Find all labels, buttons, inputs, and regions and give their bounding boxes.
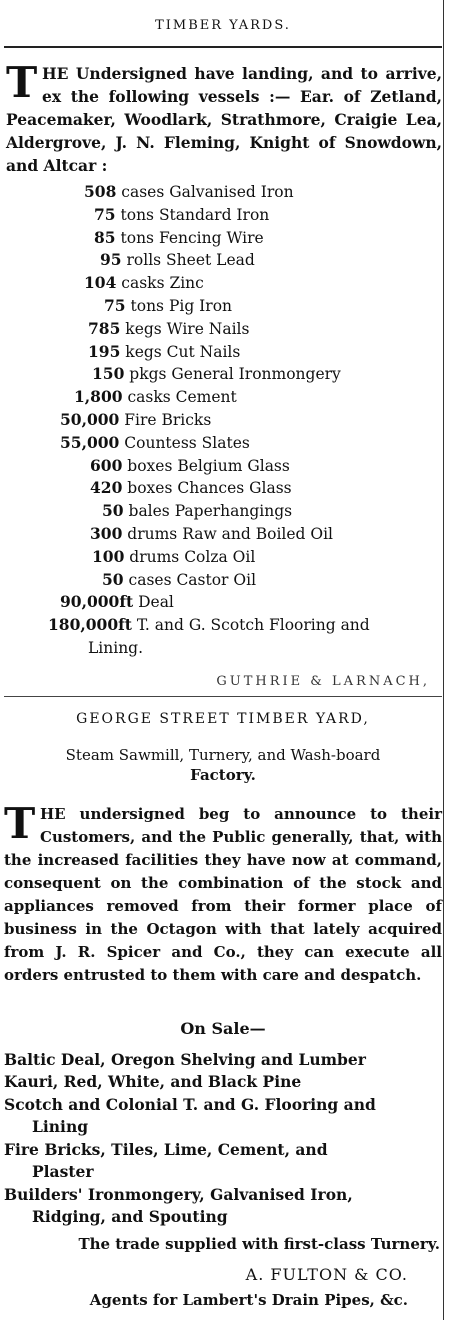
item-description: drums Raw and Boiled Oil [127, 524, 334, 543]
item-description: cases Galvanised Iron [121, 183, 294, 201]
newspaper-column [4, 0, 442, 1311]
goods-list [4, 181, 442, 660]
item-quantity: 50 [102, 569, 124, 589]
drop-cap: T [6, 58, 38, 107]
signature: A. FULTON & CO. [245, 1264, 408, 1284]
item-quantity: 1,800 [74, 387, 123, 407]
subheading-line: Factory. [190, 765, 256, 784]
item-description: tons Standard Iron [120, 205, 270, 224]
sale-item-continuation: Plaster [32, 1162, 94, 1182]
item-description: Lining. [88, 638, 144, 657]
sale-item-continuation: Lining [32, 1117, 89, 1137]
item-quantity: 90,000ft [60, 592, 134, 612]
list-item [4, 1094, 442, 1139]
ad-subheading [4, 745, 442, 785]
item-description: kegs Wire Nails [125, 319, 250, 338]
list-item [4, 227, 442, 250]
announcement-text: HE undersigned beg to announce to their Customers, and the Public generally, that, with the increased facilities they have now at command, consequent on the combination of the stock and appliances removed from their former place of business in the Octagon with that lately acquired from J. R. Spicer and Co., they can execute all orders entrusted to them with care and despatch. [4, 804, 442, 984]
drop-cap: T [4, 798, 36, 848]
list-item [4, 591, 442, 614]
list-item [4, 1071, 442, 1094]
item-description: kegs Cut Nails [125, 342, 241, 361]
item-description: rolls Sheet Lead [126, 251, 255, 270]
item-description: boxes Chances Glass [127, 479, 292, 498]
list-item [4, 341, 442, 364]
item-quantity: 420 [90, 478, 123, 498]
sale-item-text: Kauri, Red, White, and Black Pine [4, 1072, 302, 1092]
agents-note: Agents for Lambert's Drain Pipes, &c. [89, 1290, 408, 1309]
item-quantity: 50,000 [60, 409, 120, 429]
item-description: Deal [138, 593, 174, 612]
item-quantity: 95 [100, 250, 122, 270]
list-item [4, 614, 442, 637]
item-quantity: 150 [92, 364, 125, 384]
item-description: pkgs General Ironmongery [129, 365, 341, 384]
list-item [4, 637, 442, 660]
ad-divider [4, 696, 442, 697]
george-street-ad [4, 711, 442, 1311]
item-quantity: 75 [94, 204, 116, 224]
list-item [4, 363, 442, 386]
subheading-line: Steam Sawmill, Turnery, and Wash-board [65, 745, 381, 764]
item-description: boxes Belgium Glass [127, 456, 290, 475]
list-item [4, 409, 442, 432]
intro-paragraph [4, 58, 442, 177]
item-description: casks Zinc [121, 274, 204, 293]
intro-text: HE Undersigned have landing, and to arrive, ex the following vessels :— Ear. of Zetland, Peacemaker, Woodlark, Strathmore, Craigie Lea, Aldergrove, J. N. Fleming, Knight of Snowdown, and Altcar : [6, 64, 442, 175]
list-item [4, 318, 442, 341]
list-item [4, 272, 442, 295]
list-item [4, 1184, 442, 1229]
column-rule [443, 0, 444, 1320]
list-item [4, 1139, 442, 1184]
turnery-note: The trade supplied with first-class Turnery. [78, 1234, 440, 1253]
heading-rule [4, 46, 442, 48]
sale-item-continuation: Ridging, and Spouting [32, 1207, 228, 1227]
list-item [4, 546, 442, 569]
list-item [4, 455, 442, 478]
list-item [4, 500, 442, 523]
signature: GUTHRIE & LARNACH, [216, 673, 430, 689]
item-quantity: 300 [90, 523, 123, 543]
item-quantity: 600 [90, 455, 123, 475]
item-description: tons Pig Iron [130, 296, 233, 315]
item-quantity: 195 [88, 341, 121, 361]
item-quantity: 508 [84, 182, 117, 201]
on-sale-heading: On Sale— [180, 1018, 266, 1038]
announcement-paragraph [4, 798, 442, 1011]
item-quantity: 104 [84, 273, 117, 293]
sale-item-text: Fire Bricks, Tiles, Lime, Cement, and [4, 1139, 328, 1159]
item-quantity: 180,000ft [48, 615, 132, 635]
item-quantity: 100 [92, 546, 125, 566]
list-item [4, 181, 442, 204]
item-quantity: 85 [94, 227, 116, 247]
list-item [4, 477, 442, 500]
item-description: Fire Bricks [124, 410, 212, 429]
list-item [4, 432, 442, 455]
item-description: drums Colza Oil [129, 547, 256, 566]
sale-item-text: Builders' Ironmongery, Galvanised Iron, [4, 1184, 353, 1204]
item-description: T. and G. Scotch Flooring and [136, 616, 370, 635]
item-quantity: 50 [102, 501, 124, 521]
item-description: cases Castor Oil [128, 570, 257, 589]
ad-heading: GEORGE STREET TIMBER YARD, [76, 710, 370, 727]
sale-item-text: Baltic Deal, Oregon Shelving and Lumber [4, 1049, 366, 1069]
list-item [4, 569, 442, 592]
list-item [4, 295, 442, 318]
item-quantity: 785 [88, 318, 121, 338]
item-description: Countess Slates [124, 433, 250, 452]
list-item [4, 249, 442, 272]
item-quantity: 55,000 [60, 432, 120, 452]
list-item [4, 523, 442, 546]
item-quantity: 75 [104, 295, 126, 315]
timber-yards-ad [4, 18, 442, 696]
ad-heading: TIMBER YARDS. [155, 18, 291, 33]
list-item [4, 1049, 442, 1072]
item-description: tons Fencing Wire [120, 228, 264, 247]
sale-item-text: Scotch and Colonial T. and G. Flooring and [4, 1094, 376, 1114]
item-description: bales Paperhangings [128, 502, 293, 521]
item-description: casks Cement [127, 388, 237, 407]
list-item [4, 386, 442, 409]
list-item [4, 204, 442, 227]
sale-list [4, 1049, 442, 1229]
